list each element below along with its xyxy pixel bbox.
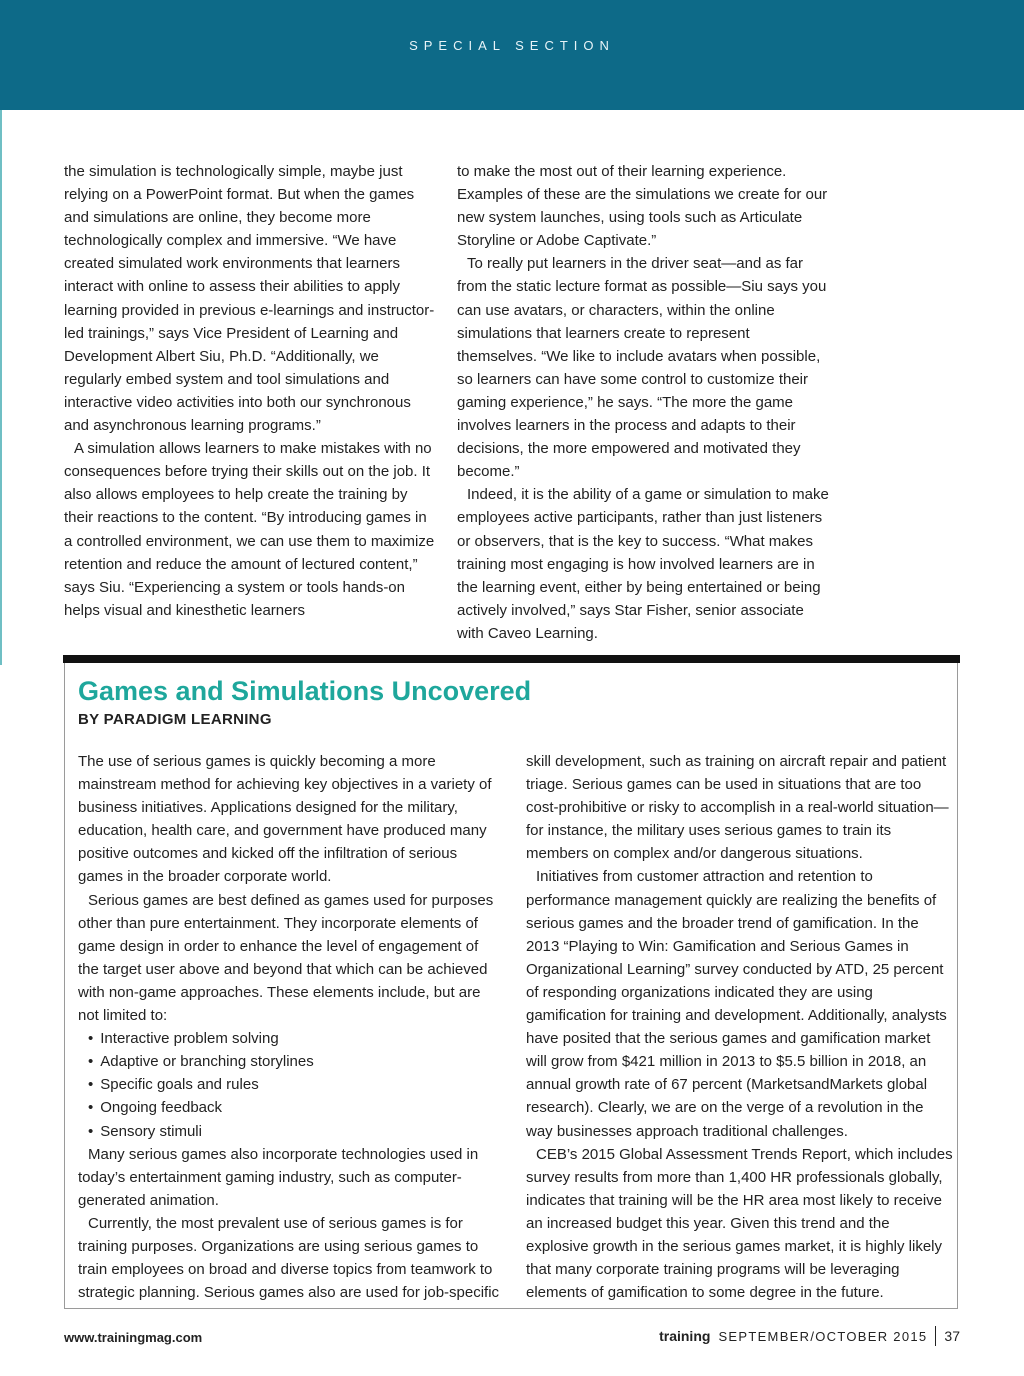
bullet-item: • Ongoing feedback (88, 1096, 503, 1119)
sidebar-bullet-list (78, 1027, 503, 1142)
article-column-right (457, 160, 829, 645)
article-paragraph: the simulation is technologically simple, maybe just relying on a PowerPoint format. But when the games and simulations are online, they become more technologically complex and immersive. “We have created simulated work environments that learners interact with online to assess their abilities to apply learning provided in previous e-learnings and instructor-led trainings,” says Vice President of Learning and Development Albert Siu, Ph.D. “Additionally, we regularly embed system and tool simulations and interactive video activities into both our synchronous and asynchronous learning programs.” (64, 163, 435, 435)
header-band (0, 0, 1024, 110)
sidebar-paragraph: Many serious games also incorporate technologies used in today’s entertainment gaming industry, such as computer-generated animation. (78, 1145, 479, 1209)
sidebar-paragraph: skill development, such as training on aircraft repair and patient triage. Serious games can be used in situations that are too cost-prohibitive or risky to accomplish in a real-world situation—for instance, the military uses serious games to train its members on complex and/or dangerous situations. (526, 753, 949, 863)
footer-issue-info (659, 1326, 960, 1346)
sidebar-paragraph: Serious games are best defined as games used for purposes other than pure entertainment. They incorporate elements of game design in order to enhance the level of engagement of the target user above and beyond that which can be achieved with non-game approaches. These elements include, but are not limited to: (78, 891, 494, 1025)
article-paragraph: Indeed, it is the ability of a game or simulation to make employees active participants, rather than just listeners or observers, that is the key to success. “What makes training most engaging is how involved learners are in the learning event, either by being entertained or being actively involved,” says Star Fisher, senior associate with Caveo Learning. (457, 486, 829, 642)
sidebar-paragraph: Initiatives from customer attraction and retention to performance management quickly are realizing the benefits of serious games and the broader trend of gamification. In the 2013 “Playing to Win: Gamification and Serious Games in Organizational Learning” survey conducted by ATD, 25 percent of responding organizations indicated they are using gamification for training and development. Additionally, analysts have posited that the serious games and gamification market will grow from $421 million in 2013 to $5.5 billion in 2018, an annual growth rate of 67 percent (MarketsandMarkets global research). Clearly, we are on the verge of a revolution in the way businesses approach traditional challenges. (526, 868, 947, 1140)
bullet-item: • Specific goals and rules (88, 1073, 503, 1096)
footer-magazine-name: training (659, 1328, 711, 1344)
sidebar-paragraph: CEB’s 2015 Global Assessment Trends Report, which includes survey results from more than 1,400 HR professionals globally, indicates that training will be the HR area most likely to receive an increased budget this year. Given this trend and the explosive growth in the serious games market, it is highly likely that many corporate training programs will be leveraging elements of gamification to some degree in the future. (526, 1145, 953, 1302)
footer-separator (935, 1326, 936, 1346)
sidebar-title: Games and Simulations Uncovered (78, 676, 532, 706)
footer-issue-date: SEPTEMBER/OCTOBER 2015 (718, 1328, 928, 1344)
sidebar-paragraph: The use of serious games is quickly becoming a more mainstream method for achieving key objectives in a variety of business initiatives. Applications designed for the military, education, health care, and government have produced many positive outcomes and kicked off the infiltration of serious games in the broader corporate world. (78, 753, 492, 886)
sidebar-paragraph: Currently, the most prevalent use of serious games is for training purposes. Organizations are using serious games to train employees on broad and diverse topics from teamwork to strategic planning. Serious games also are used for job-specific (78, 1214, 500, 1302)
article-column-left (64, 160, 436, 622)
left-margin-rule (0, 110, 2, 665)
article-paragraph: to make the most out of their learning experience. Examples of these are the simulations we create for our new system launches, using tools such as Articulate Storyline or Adobe Captivate.” (457, 163, 828, 250)
bullet-item: • Adaptive or branching storylines (88, 1050, 503, 1073)
sidebar-column-right (526, 750, 954, 1304)
section-label: SPECIAL SECTION (409, 38, 615, 53)
bullet-item: • Interactive problem solving (88, 1027, 503, 1050)
footer-url[interactable]: www.trainingmag.com (64, 1330, 203, 1345)
sidebar-byline: BY PARADIGM LEARNING (78, 711, 272, 728)
sidebar-column-left (78, 750, 503, 1304)
article-paragraph: To really put learners in the driver seat—and as far from the static lecture format as possible—Siu says you can use avatars, or characters, within the online simulations that learners create to represent themselves. “We like to include avatars when possible, so learners can have some control to customize their gaming experience,” he says. “The more the game involves learners in the process and adapts to their decisions, the more empowered and motivated they become.” (457, 255, 827, 481)
bullet-item: • Sensory stimuli (88, 1120, 503, 1143)
article-paragraph: A simulation allows learners to make mistakes with no consequences before trying their skills out on the job. It also allows employees to help create the training by their reactions to the content. “By introducing games in a controlled environment, we can use them to maximize retention and reduce the amount of lectured content,” says Siu. “Experiencing a system or tools hands-on helps visual and kinesthetic learners (64, 440, 435, 619)
page-number: 37 (944, 1328, 960, 1344)
sidebar-top-rule (63, 655, 960, 663)
